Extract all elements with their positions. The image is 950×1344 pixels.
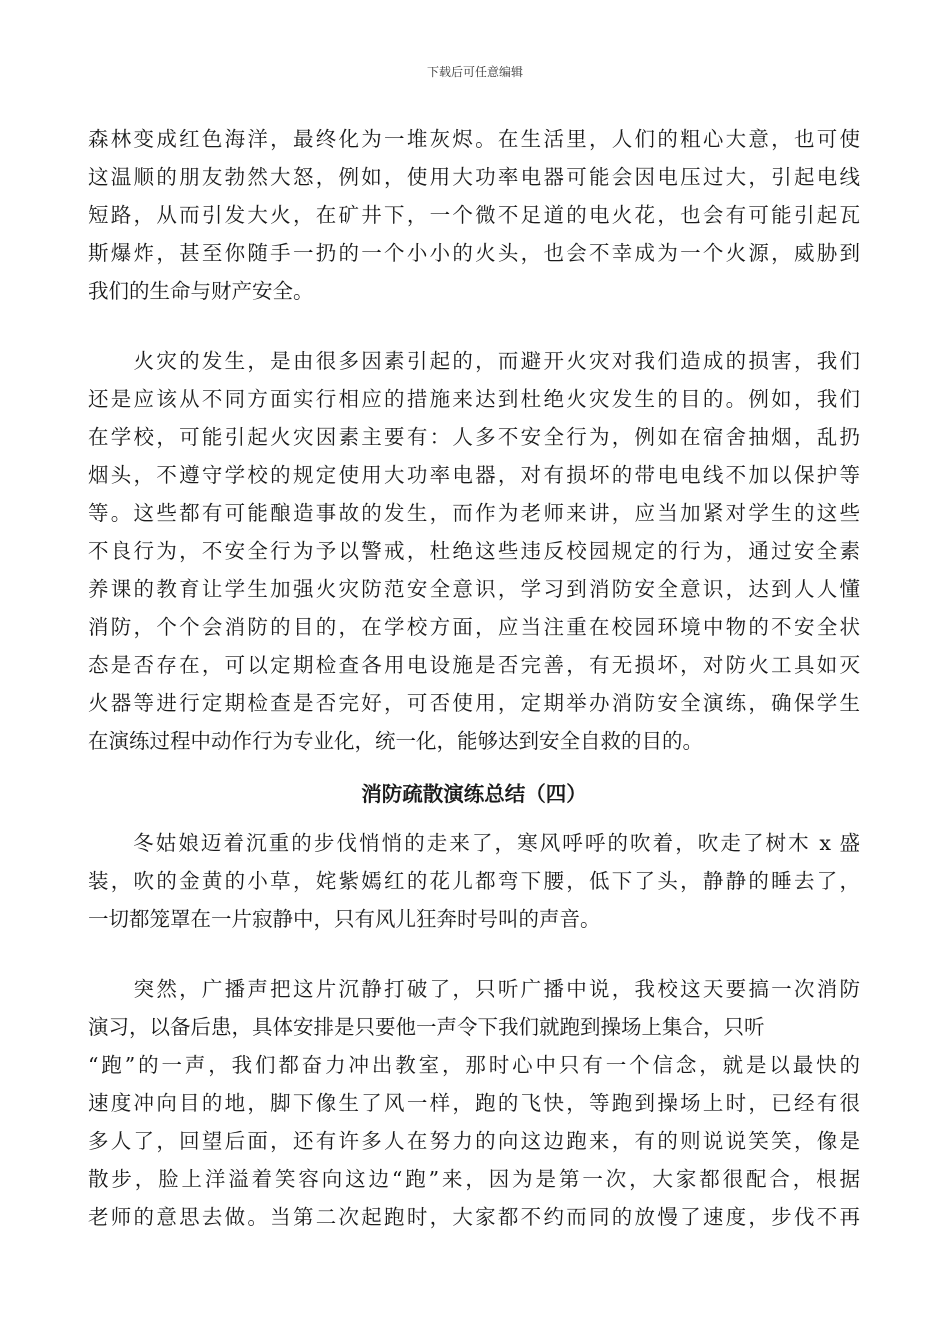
page-header: 下载后可任意编辑 xyxy=(426,65,523,79)
text-line: 养课的教育让学生加强火灾防范安全意识，学习到消防安全意识，达到人人懂 xyxy=(88,577,860,601)
paragraph-1 xyxy=(88,120,860,310)
text-line: 短路，从而引发大火，在矿井下，一个微不足道的电火花，也会有可能引起瓦 xyxy=(88,203,860,227)
text-line: 在学校，可能引起火灾因素主要有：人多不安全行为，例如在宿舍抽烟，乱扔 xyxy=(88,425,860,449)
text-line: 烟头，不遵守学校的规定使用大功率电器，对有损坏的带电电线不加以保护等 xyxy=(88,463,860,487)
document-body xyxy=(88,120,860,1236)
section-title: 消防疏散演练总结（四） xyxy=(361,782,587,806)
text-line: 斯爆炸，甚至你随手一扔的一个小小的火头，也会不幸成为一个火源，威胁到 xyxy=(88,241,860,265)
text-line: 火灾的发生，是由很多因素引起的，而避开火灾对我们造成的损害，我们 xyxy=(88,349,860,373)
text-line: 演习，以备后患，具体安排是只要他一声令下我们就跑到操场上集合，只听 xyxy=(88,1015,765,1039)
text-line: 速度冲向目的地，脚下像生了风一样，跑的飞快，等跑到操场上时，已经有很 xyxy=(88,1091,860,1115)
section-paragraph-1 xyxy=(88,824,860,938)
text-line: 消防，个个会消防的目的，在学校方面，应当注重在校园环境中物的不安全状 xyxy=(88,615,860,639)
text-line: 冬姑娘迈着沉重的步伐悄悄的走来了，寒风呼呼的吹着，吹走了树木 x 盛 xyxy=(88,831,860,855)
text-line: 不良行为，不安全行为予以警戒，杜绝这些违反校园规定的行为，通过安全素 xyxy=(88,539,860,563)
text-line: 散步，脸上洋溢着笑容向这边“跑”来，因为是第一次，大家都很配合，根据 xyxy=(88,1167,860,1191)
text-line: “跑”的一声，我们都奋力冲出教室，那时心中只有一个信念，就是以最快的 xyxy=(88,1053,860,1077)
text-line: 装，吹的金黄的小草，姹紫嫣红的花儿都弯下腰，低下了头，静静的睡去了， xyxy=(88,869,860,893)
text-line: 多人了，回望后面，还有许多人在努力的向这边跑来，有的则说说笑笑，像是 xyxy=(88,1129,860,1153)
text-line: 火器等进行定期检查是否完好，可否使用，定期举办消防安全演练，确保学生 xyxy=(88,691,860,715)
text-line: 一切都笼罩在一片寂静中，只有风儿狂奔时号叫的声音。 xyxy=(88,907,601,931)
text-line: 森林变成红色海洋，最终化为一堆灰烬。在生活里，人们的粗心大意，也可使 xyxy=(88,127,860,151)
text-line: 这温顺的朋友勃然大怒，例如，使用大功率电器可能会因电压过大，引起电线 xyxy=(88,165,860,189)
text-line: 还是应该从不同方面实行相应的措施来达到杜绝火灾发生的目的。例如，我们 xyxy=(88,387,860,411)
paragraph-2 xyxy=(88,342,860,760)
section-paragraph-2 xyxy=(88,970,860,1236)
text-line: 老师的意思去做。当第二次起跑时，大家都不约而同的放慢了速度，步伐不再 xyxy=(88,1205,860,1229)
text-line: 等。这些都有可能酿造事故的发生，而作为老师来讲，应当加紧对学生的这些 xyxy=(88,501,860,525)
text-line: 我们的生命与财产安全。 xyxy=(88,279,314,303)
text-line: 态是否存在，可以定期检查各用电设施是否完善，有无损坏，对防火工具如灭 xyxy=(88,653,860,677)
text-line: 突然，广播声把这片沉静打破了，只听广播中说，我校这天要搞一次消防 xyxy=(88,977,860,1001)
text-line: 在演练过程中动作行为专业化，统一化，能够达到安全自救的目的。 xyxy=(88,729,703,753)
